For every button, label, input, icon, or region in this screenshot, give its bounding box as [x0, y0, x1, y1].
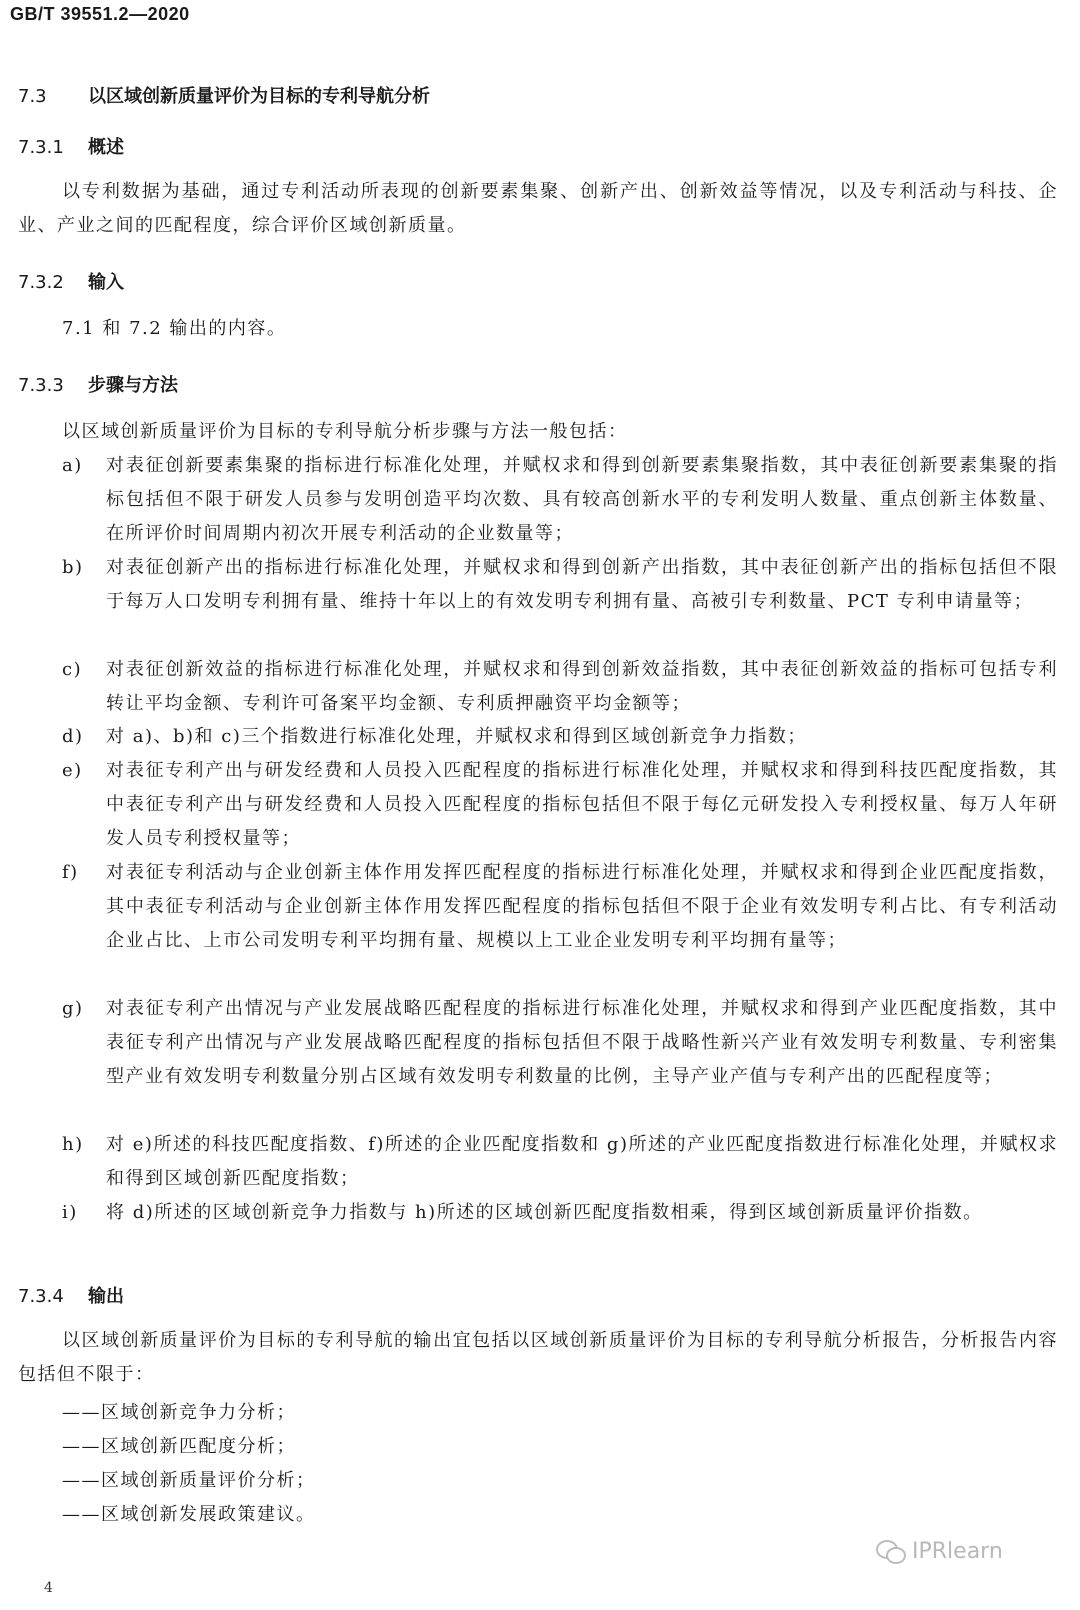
item-text: 将 d)所述的区域创新竞争力指数与 h)所述的区域创新匹配度指数相乘，得到区域创新质量评价指数。 — [106, 1202, 983, 1223]
item-label: d) — [62, 726, 84, 747]
item-label: i) — [62, 1202, 78, 1223]
output-paragraph: 以区域创新质量评价为目标的专利导航的输出宜包括以区域创新质量评价为目标的专利导航分析报告，分析报告内容包括但不限于： — [18, 1330, 1058, 1385]
section-title: 输出 — [88, 1286, 124, 1307]
section-7-3-3-heading — [18, 371, 178, 397]
list-item — [62, 1196, 1058, 1230]
overview-paragraph: 以专利数据为基础，通过专利活动所表现的创新要素集聚、创新产出、创新效益等情况，以及专利活动与科技、企业、产业之间的匹配程度，综合评价区域创新质量。 — [18, 181, 1058, 236]
item-label: c) — [62, 659, 83, 680]
item-label: e) — [62, 760, 83, 781]
item-text: 对表征专利产出情况与产业发展战略匹配程度的指标进行标准化处理，并赋权求和得到产业匹配度指数，其中表征专利产出情况与产业发展战略匹配程度的指标包括但不限于战略性新兴产业有效发明专利数量、专利密集型产业有效发明专利数量分别占区域有效发明专利数量的比例，主导产业产值与专利产出的匹配程度等； — [106, 998, 1058, 1087]
section-7-3-heading — [18, 82, 430, 108]
item-label: h) — [62, 1134, 84, 1155]
list-item — [62, 449, 1058, 551]
wechat-icon — [876, 1538, 906, 1564]
item-label: b) — [62, 557, 84, 578]
item-label: a) — [62, 455, 83, 476]
output-list-item: ——区域创新竞争力分析； — [62, 1402, 296, 1423]
output-list-item: ——区域创新发展政策建议。 — [62, 1504, 316, 1525]
list-item — [62, 720, 1058, 754]
watermark — [876, 1538, 1003, 1564]
item-text: 对表征创新效益的指标进行标准化处理，并赋权求和得到创新效益指数，其中表征创新效益的指标可包括专利转让平均金额、专利许可备案平均金额、专利质押融资平均金额等； — [106, 659, 1058, 714]
section-title: 概述 — [88, 137, 124, 158]
watermark-text: IPRlearn — [912, 1538, 1003, 1564]
section-number: 7.3.1 — [18, 137, 64, 158]
section-number: 7.3.4 — [18, 1286, 64, 1307]
output-list-item: ——区域创新质量评价分析； — [62, 1470, 316, 1491]
item-text: 对表征专利活动与企业创新主体作用发挥匹配程度的指标进行标准化处理，并赋权求和得到企业匹配度指数，其中表征专利活动与企业创新主体作用发挥匹配程度的指标包括但不限于企业有效发明专利占比、有专利活动企业占比、上市公司发明专利平均拥有量、规模以上工业企业发明专利平均拥有量等； — [106, 862, 1058, 951]
steps-intro-paragraph: 以区域创新质量评价为目标的专利导航分析步骤与方法一般包括： — [62, 421, 628, 442]
item-label: g) — [62, 998, 84, 1019]
section-title: 步骤与方法 — [88, 375, 178, 396]
section-7-3-4-heading — [18, 1282, 124, 1308]
item-text: 对表征创新产出的指标进行标准化处理，并赋权求和得到创新产出指数，其中表征创新产出的指标包括但不限于每万人口发明专利拥有量、维持十年以上的有效发明专利拥有量、高被引专利数量、PCT 专利申请量等； — [106, 557, 1058, 612]
item-text: 对 a)、b)和 c)三个指数进行标准化处理，并赋权求和得到区域创新竞争力指数； — [106, 726, 807, 747]
standard-code-header: GB/T 39551.2—2020 — [10, 4, 190, 24]
section-7-3-1-heading — [18, 133, 124, 159]
item-text: 对表征创新要素集聚的指标进行标准化处理，并赋权求和得到创新要素集聚指数，其中表征创新要素集聚的指标包括但不限于研发人员参与发明创造平均次数、具有较高创新水平的专利发明人数量、重点创新主体数量、在所评价时间周期内初次开展专利活动的企业数量等； — [106, 455, 1058, 544]
section-7-3-2-heading — [18, 268, 124, 294]
list-item — [62, 1128, 1058, 1196]
list-item — [62, 653, 1058, 721]
section-number: 7.3 — [18, 86, 47, 107]
section-number: 7.3.2 — [18, 272, 64, 293]
output-list-item: ——区域创新匹配度分析； — [62, 1436, 296, 1457]
list-item — [62, 856, 1058, 958]
item-label: f) — [62, 862, 79, 883]
list-item — [62, 551, 1058, 619]
item-text: 对 e)所述的科技匹配度指数、f)所述的企业匹配度指数和 g)所述的产业匹配度指数进行标准化处理，并赋权求和得到区域创新匹配度指数； — [106, 1134, 1058, 1189]
input-paragraph: 7.1 和 7.2 输出的内容。 — [62, 318, 287, 339]
list-item — [62, 992, 1058, 1094]
section-title: 以区域创新质量评价为目标的专利导航分析 — [88, 86, 430, 107]
list-item — [62, 754, 1058, 856]
page-number: 4 — [44, 1580, 53, 1596]
section-number: 7.3.3 — [18, 375, 64, 396]
item-text: 对表征专利产出与研发经费和人员投入匹配程度的指标进行标准化处理，并赋权求和得到科技匹配度指数，其中表征专利产出与研发经费和人员投入匹配程度的指标包括但不限于每亿元研发投入专利授权量、每万人年研发人员专利授权量等； — [106, 760, 1058, 849]
section-title: 输入 — [88, 272, 124, 293]
